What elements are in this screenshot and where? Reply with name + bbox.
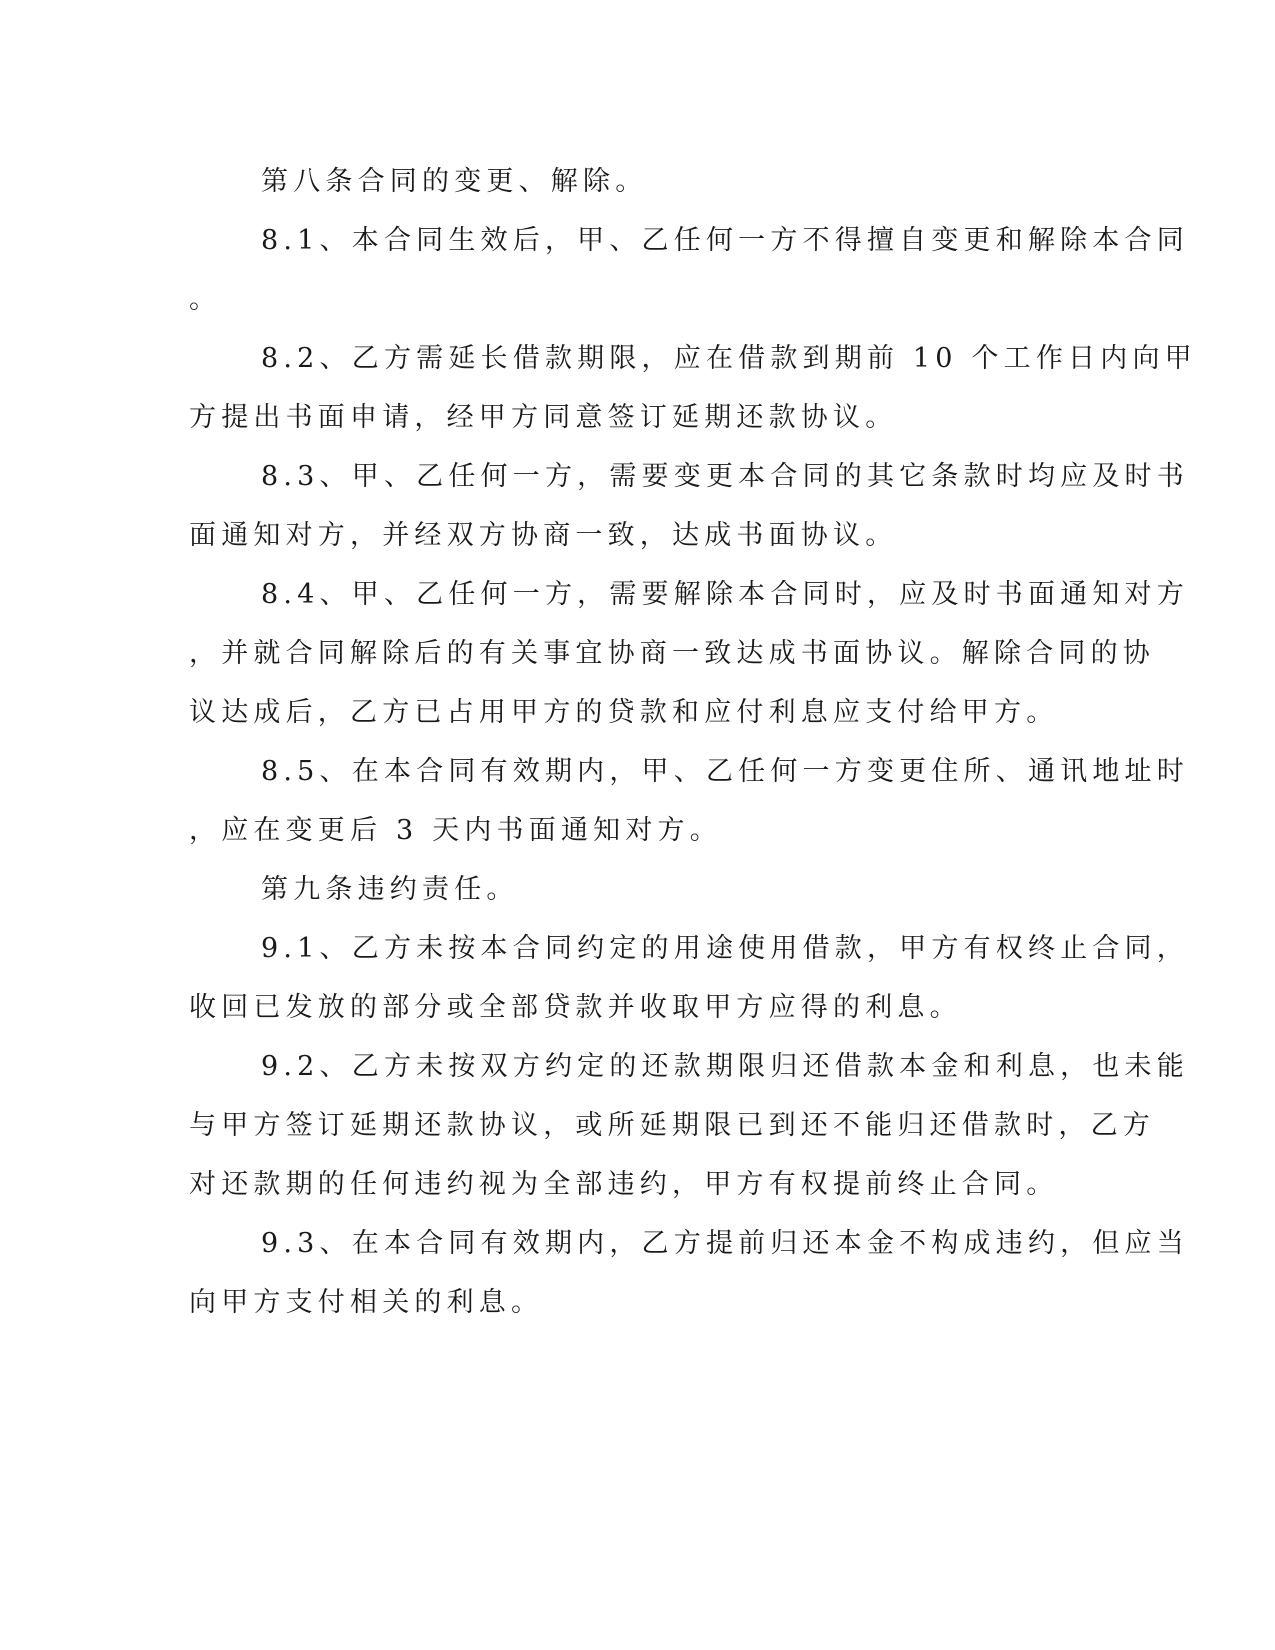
clause-8-4-line-1: 8.4、甲、乙任何一方，需要解除本合同时，应及时书面通知对方 — [261, 579, 1189, 610]
clause-8-4-line-3: 议达成后，乙方已占用甲方的贷款和应付利息应支付给甲方。 — [189, 697, 1059, 728]
clause-8-3-line-2: 面通知对方，并经双方协商一致，达成书面协议。 — [189, 520, 898, 551]
clause-9-1-line-2: 收回已发放的部分或全部贷款并收取甲方应得的利息。 — [189, 992, 962, 1023]
clause-8-1-line-1: 8.1、本合同生效后，甲、乙任何一方不得擅自变更和解除本合同 — [261, 225, 1189, 256]
clause-9-1-line-1: 9.1、乙方未按本合同约定的用途使用借款，甲方有权终止合同， — [261, 933, 1189, 964]
article-8-heading: 第八条合同的变更、解除。 — [261, 166, 648, 197]
clause-9-2-line-3: 对还款期的任何违约视为全部违约，甲方有权提前终止合同。 — [189, 1169, 1059, 1200]
clause-8-4-line-2: ，并就合同解除后的有关事宜协商一致达成书面协议。解除合同的协 — [189, 638, 1155, 669]
clause-8-2-line-2: 方提出书面申请，经甲方同意签订延期还款协议。 — [189, 402, 898, 433]
clause-8-3-line-1: 8.3、甲、乙任何一方，需要变更本合同的其它条款时均应及时书 — [261, 461, 1189, 492]
clause-8-1-line-2: 。 — [189, 284, 222, 315]
clause-9-2-line-1: 9.2、乙方未按双方约定的还款期限归还借款本金和利息，也未能 — [261, 1051, 1189, 1082]
clause-9-2-line-2: 与甲方签订延期还款协议，或所延期限已到还不能归还借款时，乙方 — [189, 1110, 1155, 1141]
clause-8-5-line-1: 8.5、在本合同有效期内，甲、乙任何一方变更住所、通讯地址时 — [261, 756, 1189, 787]
clause-8-5-line-2: ，应在变更后 3 天内书面通知对方。 — [189, 815, 722, 846]
clause-9-3-line-2: 向甲方支付相关的利息。 — [189, 1287, 544, 1318]
clause-8-2-line-1: 8.2、乙方需延长借款期限，应在借款到期前 10 个工作日内向甲 — [261, 343, 1197, 374]
clause-9-3-line-1: 9.3、在本合同有效期内，乙方提前归还本金不构成违约，但应当 — [261, 1228, 1189, 1259]
article-9-heading: 第九条违约责任。 — [261, 874, 519, 905]
